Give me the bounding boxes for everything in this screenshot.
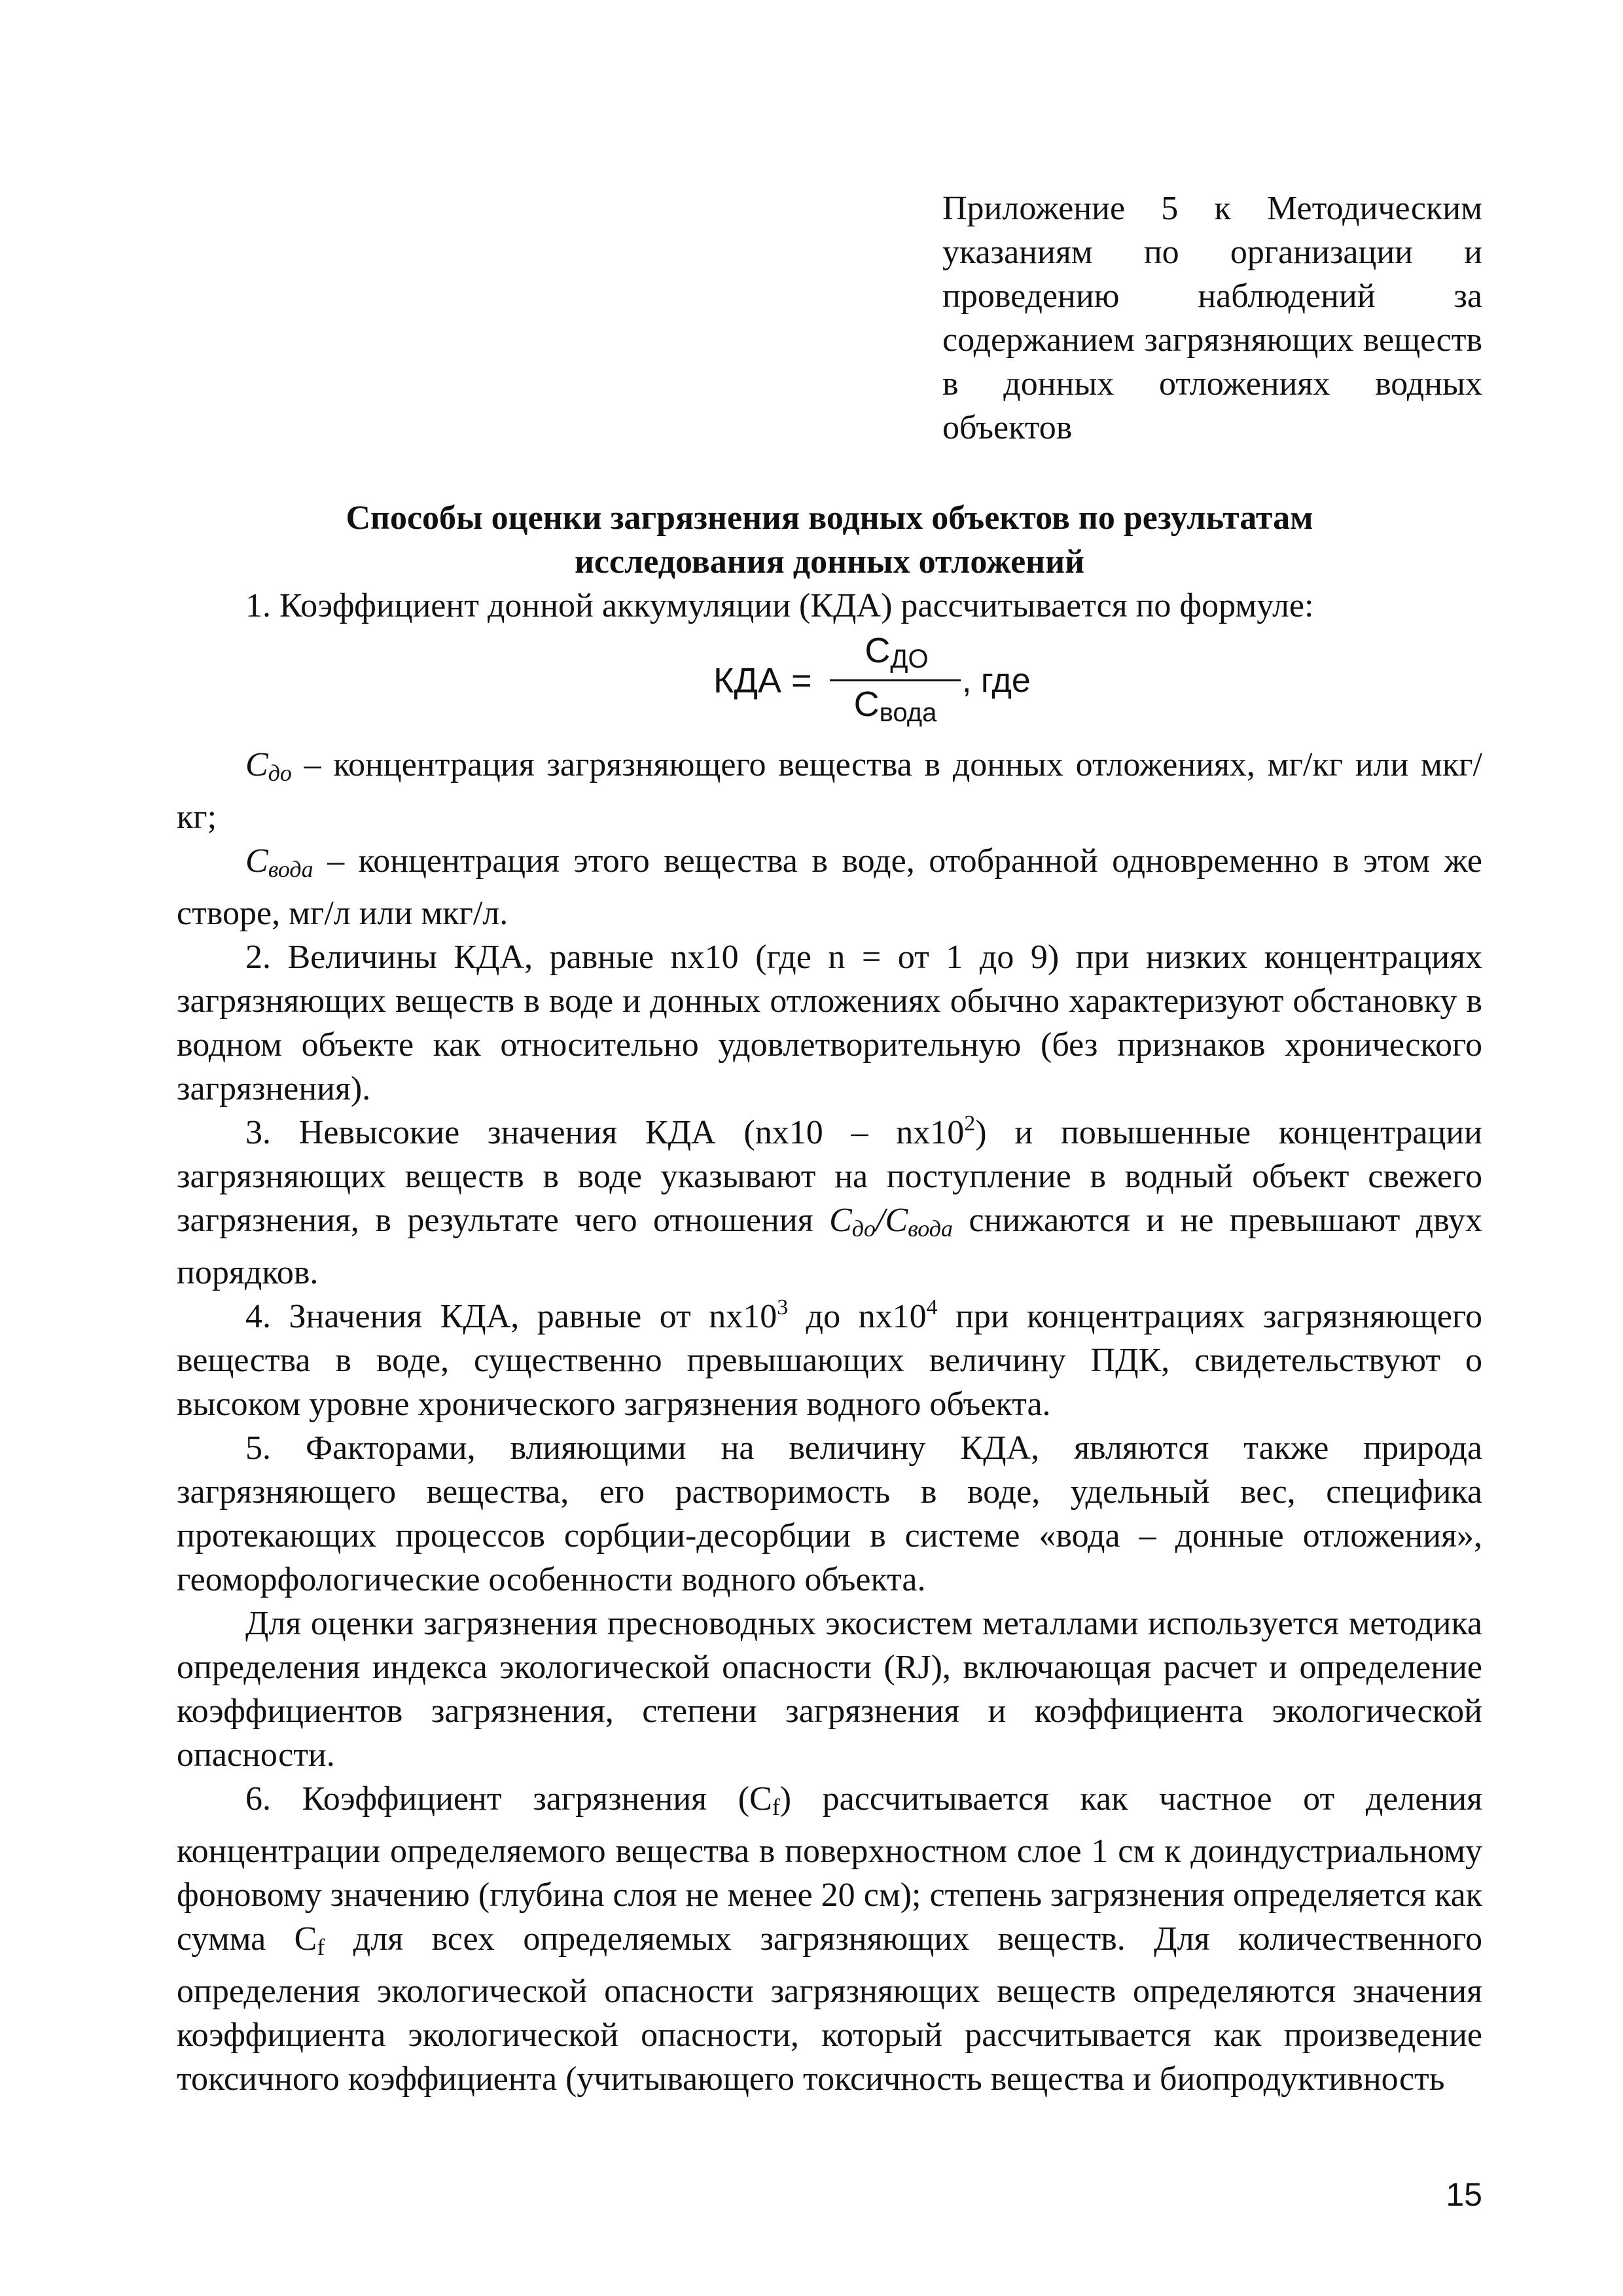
p4-part-c: при концентрациях загрязняющего вещества в воде, существенно превышающих величину ПДК, свидетельствуют о высоком уровне хронического загрязнения водного объекта. <box>177 1298 1483 1423</box>
p3-ratio-num: С <box>829 1202 852 1239</box>
p3-part-c: снижаются и не превышают двух порядков. <box>177 1202 1482 1291</box>
p4-part-a: 4. Значения КДА, равные от nх10 <box>245 1298 777 1335</box>
page-number: 15 <box>1446 2176 1482 2213</box>
formula-lhs: КДА = <box>713 661 812 700</box>
paragraph-1: 1. Коэффициент донной аккумуляции (КДА) рассчитывается по формуле: <box>245 587 1314 624</box>
p7-sub-2: f <box>317 1934 325 1960</box>
paragraph-3 <box>177 1111 1482 1295</box>
formula-num-sub: ДО <box>890 645 929 673</box>
definition-c-voda <box>177 839 1482 935</box>
title-line-2: исследования донных отложений <box>574 543 1085 581</box>
formula-num-symbol: С <box>865 631 891 670</box>
p3-part-b: ) и повышенные концентрации загрязняющих веществ в воде указывают на поступление в водный объект свежего загрязнения, в результате чего отношения <box>177 1114 1482 1239</box>
p4-sup-1: 3 <box>777 1295 789 1319</box>
p3-ratio-num-sub: до <box>851 1215 876 1242</box>
definition-c-do <box>177 743 1482 839</box>
p4-sup-2: 4 <box>926 1295 938 1319</box>
def1-text: – концентрация загрязняющего вещества в донных отложениях, мг/кг или мкг/кг; <box>177 746 1482 836</box>
p7-part-b: ) рассчитывается как частное от деления концентрации определяемого вещества в поверхностном слое 1 см к доиндустриальному фоновому значению (глубина слоя не менее 20 см); степень загрязнения определяется как сумма С <box>177 1780 1482 1958</box>
p3-sup: 2 <box>964 1111 976 1136</box>
paragraph-4 <box>177 1295 1482 1426</box>
def2-symbol: С <box>245 842 268 880</box>
annex-header: Приложение 5 к Методическим указаниям по организации и проведению наблюдений за содержанием загрязняющих веществ в донных отложениях водных объектов <box>942 190 1482 446</box>
document-title <box>177 496 1482 584</box>
p3-ratio-slash: / <box>875 1202 885 1239</box>
formula-fraction-bar <box>830 679 961 681</box>
p3-ratio-den: С <box>885 1202 908 1239</box>
kda-formula <box>713 627 1106 738</box>
paragraph-5: 5. Факторами, влияющими на величину КДА, являются также природа загрязняющего вещества, его растворимость в воде, удельный вес, специфика протекающих процессов сорбции-десорбции в системе «вода – донные отложения», геоморфологические особенности водного объекта. <box>177 1429 1482 1598</box>
paragraph-6 <box>177 1777 1482 2101</box>
paragraph-1-block <box>177 584 1482 628</box>
p3-part-a: 3. Невысокие значения КДА (nх10 – nх10 <box>245 1114 965 1151</box>
formula-numerator <box>838 631 955 679</box>
paragraph-2: 2. Величины КДА, равные nх10 (где n = от 1 до 9) при низких концентрациях загрязняющих веществ в воде и донных отложениях обычно характеризуют обстановку в водном объекте как относительно удовлетворительную (без признаков хронического загрязнения). <box>177 939 1482 1107</box>
main-text <box>177 743 1482 2101</box>
def1-sub: до <box>268 760 292 786</box>
p3-ratio-den-sub: вода <box>908 1215 954 1242</box>
formula-den-symbol: С <box>853 685 880 724</box>
p7-sub-1: f <box>772 1794 780 1820</box>
title-line-1: Способы оценки загрязнения водных объектов по результатам <box>346 499 1313 537</box>
formula-den-sub: вода <box>879 698 937 727</box>
p7-part-a: 6. Коэффициент загрязнения (С <box>245 1780 772 1818</box>
p4-part-b: до nх10 <box>788 1298 927 1335</box>
paragraph-rj-method: Для оценки загрязнения пресноводных экосистем металлами используется методика определения индекса экологической опасности (RJ), включающая расчет и определение коэффициентов загрязнения, степени загрязнения и коэффициента экологической опасности. <box>177 1605 1482 1774</box>
formula-denominator <box>830 685 961 732</box>
p7-part-c: для всех определяемых загрязняющих веществ. Для количественного определения экологической опасности загрязняющих веществ определяются значения коэффициента экологической опасности, который рассчитывается как произведение токсичного коэффициента (учитывающего токсичность вещества и биопродуктивность <box>177 1920 1483 2098</box>
def2-text: – концентрация этого вещества в воде, отобранной одновременно в этом же створе, мг/л или мкг/л. <box>177 842 1482 932</box>
formula-rhs: , где <box>962 662 1031 700</box>
def2-sub: вода <box>268 856 313 882</box>
def1-symbol: С <box>245 746 268 783</box>
